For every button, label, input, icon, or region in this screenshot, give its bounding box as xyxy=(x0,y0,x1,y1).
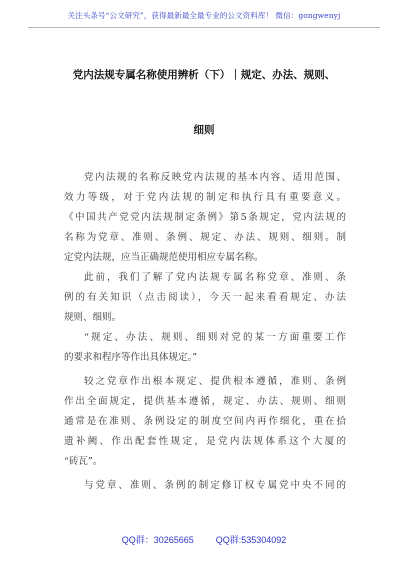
paragraph-line: 作出全面规定，提供基本遵循，规定、办法、规则、细则 xyxy=(64,396,346,407)
paragraph-line: 规则、细则。 xyxy=(64,312,122,323)
body-paragraph-1 xyxy=(64,168,346,268)
page-header-notice: 关注头条号“公文研究”，获得最新最全最专业的公文资料库！ 微信：gongwenyj xyxy=(67,11,341,20)
body-paragraph-3 xyxy=(64,328,346,368)
footer-qq-group-2: QQ群:535304092 xyxy=(215,535,287,545)
footer-qq-group-1: QQ群：30265665 xyxy=(121,535,194,545)
paragraph-line: 通常是在准则、条例设定的制度空间内再作细化，重在拾 xyxy=(64,416,346,427)
paragraph-line: 例的有关知识（点击阅读），今天一起来看看规定、办法 xyxy=(64,292,346,303)
document-title-line-2: 细则 xyxy=(193,124,215,136)
paragraph-line: “砖瓦”。 xyxy=(64,456,103,467)
paragraph-line: 名称为党章、准则、条例、规定、办法、规则、细则。制 xyxy=(64,232,346,243)
paragraph-line: 此前，我们了解了党内法规专属名称党章、准则、条 xyxy=(84,272,346,283)
paragraph-line: 党内法规的名称反映党内法规的基本内容、适用范围、 xyxy=(84,172,346,183)
paragraph-line: 的要求和程序等作出具体规定。” xyxy=(64,352,198,363)
body-paragraph-2 xyxy=(64,268,346,328)
paragraph-line: 较之党章作出根本规定、提供根本遵循，准则、条例 xyxy=(84,376,346,387)
paragraph-line: 遗补阙、作出配套性规定，是党内法规体系这个大厦的 xyxy=(64,436,346,447)
body-paragraph-4 xyxy=(64,372,346,472)
paragraph-line: 效力等级，对于党内法规的制定和执行具有重要意义。 xyxy=(64,192,346,203)
paragraph-line: 《中国共产党党内法规制定条例》第5条规定，党内法规的 xyxy=(64,212,346,223)
document-title-line-1: 党内法规专属名称使用辨析（下）｜规定、办法、规则、 xyxy=(72,69,336,81)
body-paragraph-5 xyxy=(64,476,346,496)
header-divider xyxy=(28,27,380,28)
paragraph-line: 与党章、准则、条例的制定修订权专属党中央不同的 xyxy=(84,480,346,491)
paragraph-line: 定党内法规，应当正确规范使用相应专属名称。 xyxy=(64,252,264,263)
paragraph-line: “规定、办法、规则、细则对党的某一方面重要工作 xyxy=(84,332,346,343)
page-footer xyxy=(0,534,408,546)
